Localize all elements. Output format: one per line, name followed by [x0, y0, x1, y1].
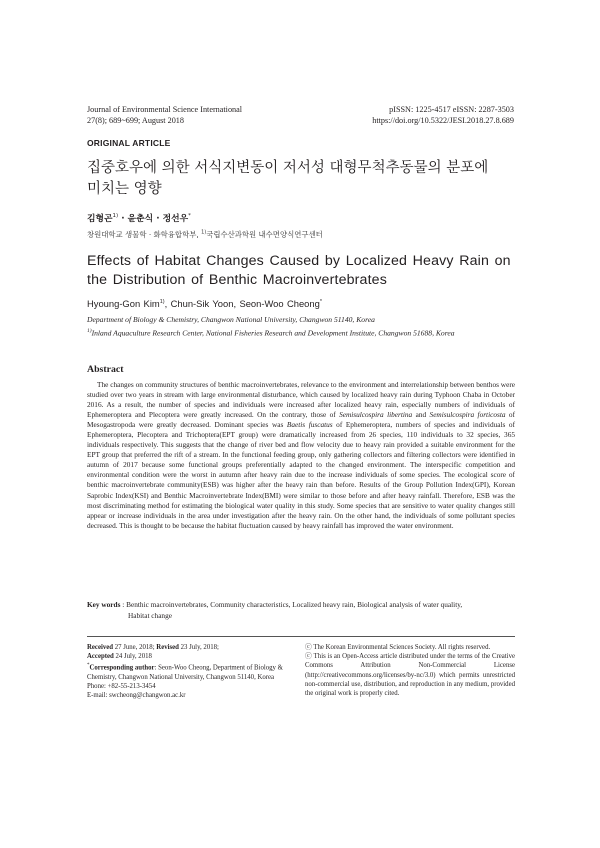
journal-name: Journal of Environmental Science International	[87, 105, 243, 114]
species-name: Semisulcospira libertina	[339, 410, 413, 420]
phone: Phone: +82-55-213-3454	[87, 683, 156, 691]
footer-divider	[87, 636, 515, 637]
korean-author-2: 윤춘식	[127, 214, 154, 224]
accepted-date: 24 July, 2018	[113, 653, 152, 661]
accepted-label: Accepted	[87, 653, 114, 661]
english-corresponding-mark: *	[319, 298, 322, 305]
corresponding-author-label: Corresponding author	[89, 664, 155, 672]
english-author-1-affiliation-mark: 1)	[159, 298, 165, 305]
journal-volume: 27(8); 689~699; August 2018	[87, 116, 184, 125]
revised-label: Revised	[156, 644, 179, 651]
korean-affiliation-1: 창원대학교 생물학 · 화학융합학부,	[87, 230, 202, 239]
korean-title-line-1: 집중호우에 의한 서식지변동이 저서성 대형무척추동물의 분포에	[87, 160, 489, 176]
keywords-label: Key words	[87, 600, 121, 609]
english-title-line-1: Effects of Habitat Changes Caused by Localized Heavy Rain on	[87, 253, 511, 269]
korean-corresponding-mark: *	[188, 213, 191, 220]
corresponding-mark: *	[87, 663, 90, 669]
english-affiliation-2: Inland Aquaculture Research Center, National Fisheries Research and Development Institute, Changwon 51688, Korea	[91, 328, 455, 338]
english-title	[87, 252, 527, 289]
species-name: Semisulcospira forticosta	[429, 410, 506, 420]
corresponding-author-text: : Seon-Woo Cheong, Department of Biology & Chemistry, Changwon National University, Changwon 51140, Korea	[87, 664, 283, 681]
doi-link[interactable]: https://doi.org/10.5322/JESI.2018.27.8.689	[372, 116, 514, 125]
korean-affiliation-2-mark: 1)	[201, 229, 207, 236]
korean-affiliation-2: 국립수산과학원 내수면양식연구센터	[206, 230, 323, 239]
history-line-1	[87, 643, 297, 652]
abstract-text-2: and	[412, 410, 430, 420]
issn-doi-block	[372, 104, 514, 126]
received-label: Received	[87, 644, 114, 651]
email[interactable]: E-mail: swcheong@changwon.ac.kr	[87, 692, 186, 700]
korean-authors	[87, 211, 191, 224]
korean-author-3: 정선우	[162, 214, 189, 224]
keywords-line-1: Benthic macroinvertebrates, Community characteristics, Localized heavy rain, Biological analysis of water quality,	[126, 600, 463, 609]
korean-author-1: 김형곤	[87, 214, 113, 224]
received-date: 27 June, 2018;	[113, 644, 157, 651]
copyright-line: ⓒ The Korean Environmental Sciences Society. All rights reserved.	[305, 644, 491, 651]
article-history-and-contact	[87, 643, 297, 700]
license-text: ⓒ This is an Open-Access article distributed under the terms of the Creative Commons Attribution Non-Commercial License (http://creativecommons.org/licenses/by-nc/3.0) which permits unrestricted non-commercial use, distribution, and reproduction in any medium, provided the original work is properly cited.	[305, 653, 515, 698]
korean-title-line-2: 미치는 영향	[87, 181, 162, 197]
corresponding-author	[87, 661, 297, 682]
article-type-label: ORIGINAL ARTICLE	[87, 138, 171, 148]
copyright-license	[305, 643, 515, 698]
history-line-2	[87, 652, 297, 661]
english-other-authors: , Chun-Sik Yoon, Seon-Woo Cheong	[164, 298, 320, 309]
english-title-line-2: the Distribution of Benthic Macroinvertebrates	[87, 271, 387, 288]
english-authors	[87, 298, 322, 309]
keywords-separator: :	[120, 600, 127, 609]
abstract-text-4: of Ephemeroptera, numbers of species and individuals of Ephemeroptera, Plecoptera and Trichoptera(EPT group) were dramatically increased from 26 species, 110 individuals to 32 species, 365 individuals respectively. This suggests that the change of river bed and flow velocity due to heavy rain provided a suitable environment for the EPT group that preferred the rift of a stream. In the functional feeding group, only gathering collectors and filtering collectors were identified in autumn of 2017 because some functional groups preferentially adapted to the changed environment. The interspecific competition and environmental condition were the worst in autumn after heavy rain due to the increase individuals of some species. The ecological score of benthic macroinvertebrate community(ESB) was higher after the heavy rain than before. Results of the Group Pollution Index(GPI), Korean Saprobic Index(KSI) and Benthic Macroinvertebrate Index(BMI) were similar to those before and after heavy rainfall. Therefore, ESB was the most discriminating method for estimating the biological water quality in this study. Some species that are sensitive to water quality changes still appear or increase individuals in the area under investigation after the heavy rain. On the other hand, the individuals of some pollutant species decreased. This is thought to be because the habitat fluctuation caused by heavy rainfall has improved the water environment.	[87, 420, 515, 530]
korean-title	[87, 158, 527, 200]
english-affiliation-2-block	[87, 328, 455, 338]
journal-citation	[87, 104, 242, 126]
english-author-1: Hyoung-Gon Kim	[87, 298, 160, 309]
revised-date: 23 July, 2018;	[178, 644, 219, 651]
keywords	[87, 600, 515, 621]
abstract-body	[87, 380, 515, 531]
korean-affiliations	[87, 229, 323, 240]
english-affiliation-2-mark: 1)	[87, 328, 92, 334]
abstract-text-1: The changes on community structures of benthic macroinvertebrates, relevance to the environment and interrelationship between benthos were studied over two years in stream with large environmental disturbance, which caused by localized heavy rain during Typhoon Chaba in October 2016. As a result, the number of species and individuals were increased after localized heavy rain, especially numbers of individuals of Ephemeroptera and Plecoptera were greatly increased. On the contrary, those of	[87, 380, 515, 420]
english-affiliation-1: Department of Biology & Chemistry, Changwon National University, Changwon 51140, Korea	[87, 315, 375, 324]
abstract-heading: Abstract	[87, 364, 124, 375]
abstract-text-3: of Mesogastropoda were greatly decreased. Dominant species was	[87, 410, 515, 430]
keywords-line-2: Habitat change	[128, 610, 172, 620]
korean-author-separator: ·	[118, 214, 128, 224]
korean-author-1-affiliation-mark: 1)	[112, 213, 119, 220]
issn-line: pISSN: 1225-4517 eISSN: 2287-3503	[389, 105, 514, 114]
korean-author-separator: ·	[153, 214, 163, 224]
species-name: Baetis fuscatus	[286, 420, 333, 430]
